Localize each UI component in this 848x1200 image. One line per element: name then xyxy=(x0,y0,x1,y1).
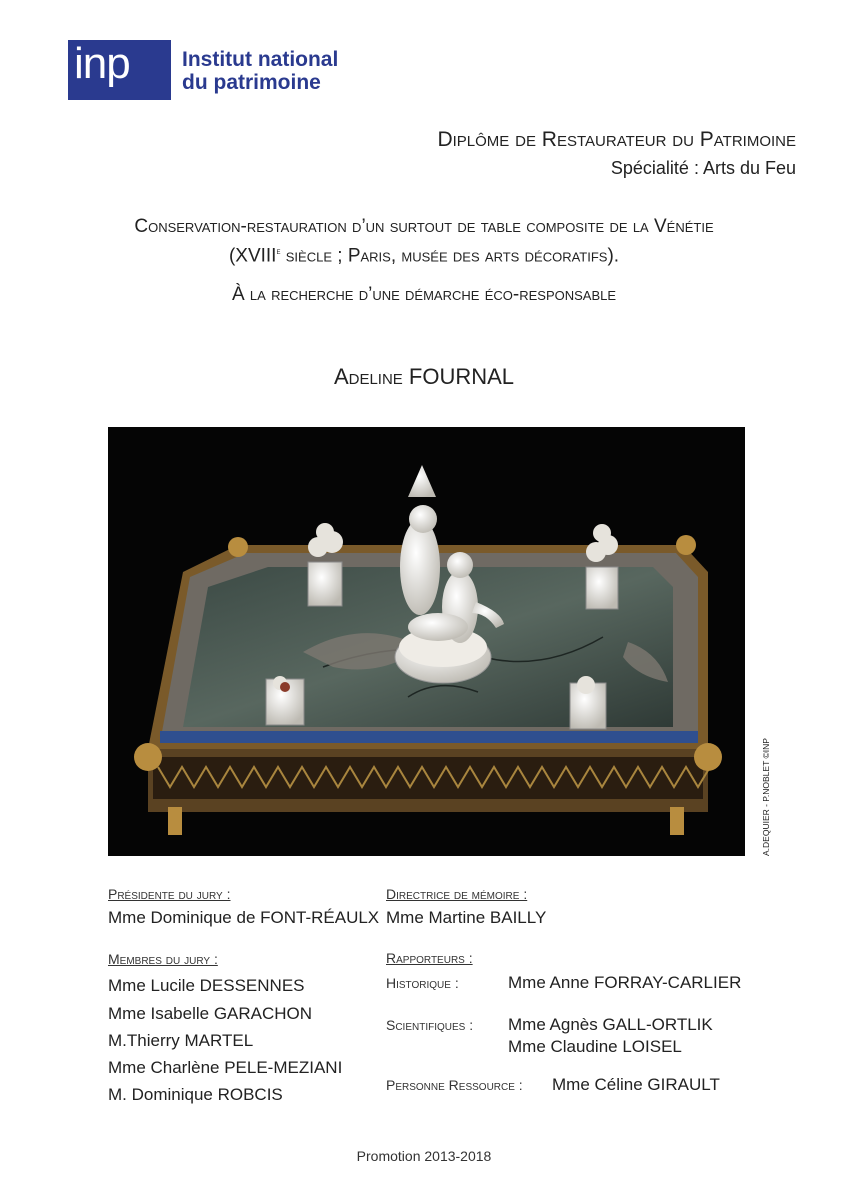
president-label: Présidente du jury : xyxy=(108,886,231,902)
historique-name: Mme Anne FORRAY-CARLIER xyxy=(508,973,742,992)
historique-label: Historique : xyxy=(386,975,459,991)
scientifiques-label: Scientifiques : xyxy=(386,1017,474,1033)
scientifique-1: Mme Agnès GALL-ORTLIK xyxy=(508,1015,713,1034)
member-2: Mme Isabelle GARACHON xyxy=(108,1004,313,1023)
member-5: M. Dominique ROBCIS xyxy=(108,1085,283,1104)
member-1: Mme Lucile DESSENNES xyxy=(108,976,305,995)
member-4: Mme Charlène PELE-MEZIANI xyxy=(108,1058,343,1077)
scientifique-2: Mme Claudine LOISEL xyxy=(508,1037,682,1056)
author-name: Adeline FOURNAL xyxy=(333,364,515,389)
resource-name: Mme Céline GIRAULT xyxy=(552,1075,720,1094)
members-label: Membres du jury : xyxy=(108,951,218,967)
president-name: Mme Dominique de FONT-RÉAULX xyxy=(108,908,380,927)
resource-label: Personne Ressource : xyxy=(386,1077,523,1093)
rapporteurs-label: Rapporteurs : xyxy=(386,950,473,966)
director-name: Mme Martine BAILLY xyxy=(386,908,547,927)
promotion: Promotion 2013-2018 xyxy=(356,1148,492,1164)
thesis-subtitle: À la recherche d’une démarche éco-responsable xyxy=(231,284,617,305)
photo-credit: A.DEQUIER - P.NOBLET ©INP xyxy=(761,738,771,856)
inp-logo-mark: inp xyxy=(68,40,171,100)
speciality: Spécialité : Arts du Feu xyxy=(610,158,796,178)
member-3: M.Thierry MARTEL xyxy=(108,1031,254,1050)
director-label: Directrice de mémoire : xyxy=(386,886,528,902)
diploma-title: Diplôme de Restaurateur du Patrimoine xyxy=(437,128,796,151)
institution-name: Institut national du patrimoine xyxy=(182,48,339,94)
thesis-title: Conservation-restauration d’un surtout de table composite de la Vénétie (XVIIIe siècle ; Paris, musée des arts décoratifs). xyxy=(134,216,714,267)
centrepiece-photo xyxy=(108,427,745,856)
